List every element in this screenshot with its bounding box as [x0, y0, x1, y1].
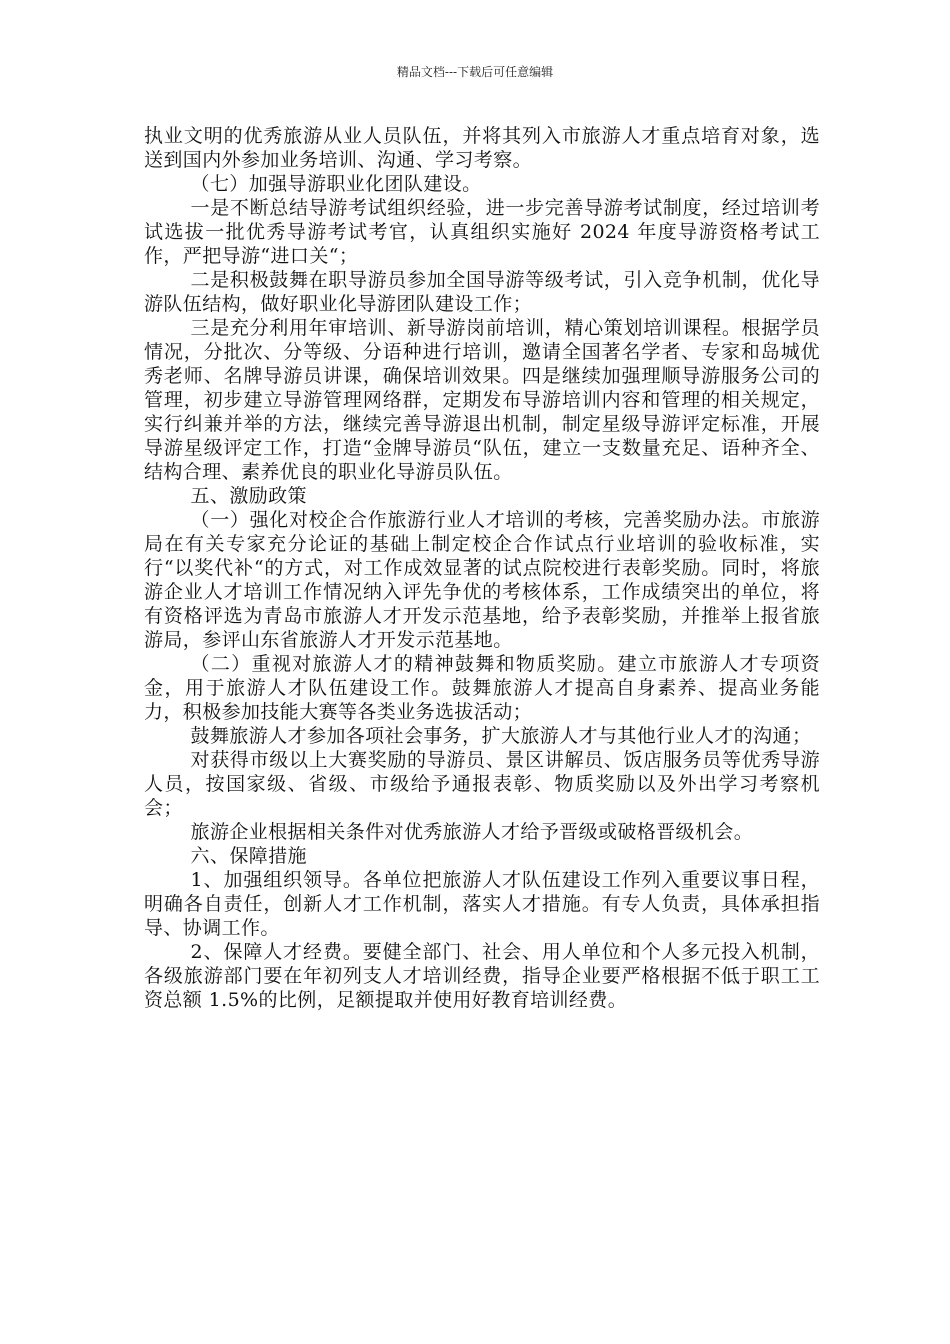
document-body — [144, 124, 820, 1012]
paragraph-policy-2: （二）重视对旅游人才的精神鼓舞和物质奖励。建立市旅游人才专项资金，用于旅游人才队伍建设工作。鼓舞旅游人才提高自身素养、提高业务能力，积极参加技能大赛等各类业务选拔活动； — [144, 653, 820, 723]
paragraph-safeguard-1: 1、加强组织领导。各单位把旅游人才队伍建设工作列入重要议事日程，明确各自责任，创新人才工作机制，落实人才措施。有专人负责，具体承担指导、协调工作。 — [144, 869, 820, 939]
paragraph-policy-1: （一）强化对校企合作旅游行业人才培训的考核，完善奖励办法。市旅游局在有关专家充分论证的基础上制定校企合作试点行业培训的验收标准，实行“以奖代补“的方式，对工作成效显著的试点院校进行表彰奖励。同时，将旅游企业人才培训工作情况纳入评先争优的考核体系，工作成绩突出的单位，将有资格评选为青岛市旅游人才开发示范基地，给予表彰奖励，并推举上报省旅游局，参评山东省旅游人才开发示范基地。 — [144, 509, 820, 651]
section-heading-safeguards: 六、保障措施 — [190, 845, 307, 867]
paragraph-award-winners: 对获得市级以上大赛奖励的导游员、景区讲解员、饭店服务员等优秀导游人员，按国家级、省级、市级给予通报表彰、物质奖励以及外出学习考察机会； — [144, 749, 820, 819]
paragraph-safeguard-2: 2、保障人才经费。要健全部门、社会、用人单位和个人多元投入机制，各级旅游部门要在年初列支人才培训经费，指导企业要严格根据不低于职工工资总额 1.5%的比例，足额提取并使用好教育培训经费。 — [144, 941, 820, 1011]
paragraph-continuation: 执业文明的优秀旅游从业人员队伍，并将其列入市旅游人才重点培育对象，选送到国内外参加业务培训、沟通、学习考察。 — [144, 125, 820, 171]
paragraph-promotion: 旅游企业根据相关条件对优秀旅游人才给予晋级或破格晋级机会。 — [190, 821, 754, 843]
section-heading-incentive-policy: 五、激励政策 — [190, 485, 307, 507]
section-heading-7: （七）加强导游职业化团队建设。 — [190, 173, 482, 195]
paragraph-item-1: 一是不断总结导游考试组织经验，进一步完善导游考试制度，经过培训考试选拔一批优秀导游考试考官，认真组织实施好 2024 年度导游资格考试工作，严把导游“进口关“； — [144, 197, 820, 267]
paragraph-encourage-social: 鼓舞旅游人才参加各项社会事务，扩大旅游人才与其他行业人才的沟通； — [190, 725, 812, 747]
paragraph-item-3-4: 三是充分利用年审培训、新导游岗前培训，精心策划培训课程。根据学员情况，分批次、分等级、分语种进行培训，邀请全国著名学者、专家和岛城优秀老师、名牌导游员讲课，确保培训效果。四是继续加强理顺导游服务公司的管理，初步建立导游管理网络群，定期发布导游培训内容和管理的相关规定，实行纠兼并举的方法，继续完善导游退出机制，制定星级导游评定标准，开展导游星级评定工作，打造“金牌导游员“队伍，建立一支数量充足、语种齐全、结构合理、素养优良的职业化导游员队伍。 — [144, 317, 820, 483]
paragraph-item-2: 二是积极鼓舞在职导游员参加全国导游等级考试，引入竞争机制，优化导游队伍结构，做好职业化导游团队建设工作； — [144, 269, 820, 315]
page-header: 精品文档---下载后可任意编辑 — [396, 65, 554, 79]
